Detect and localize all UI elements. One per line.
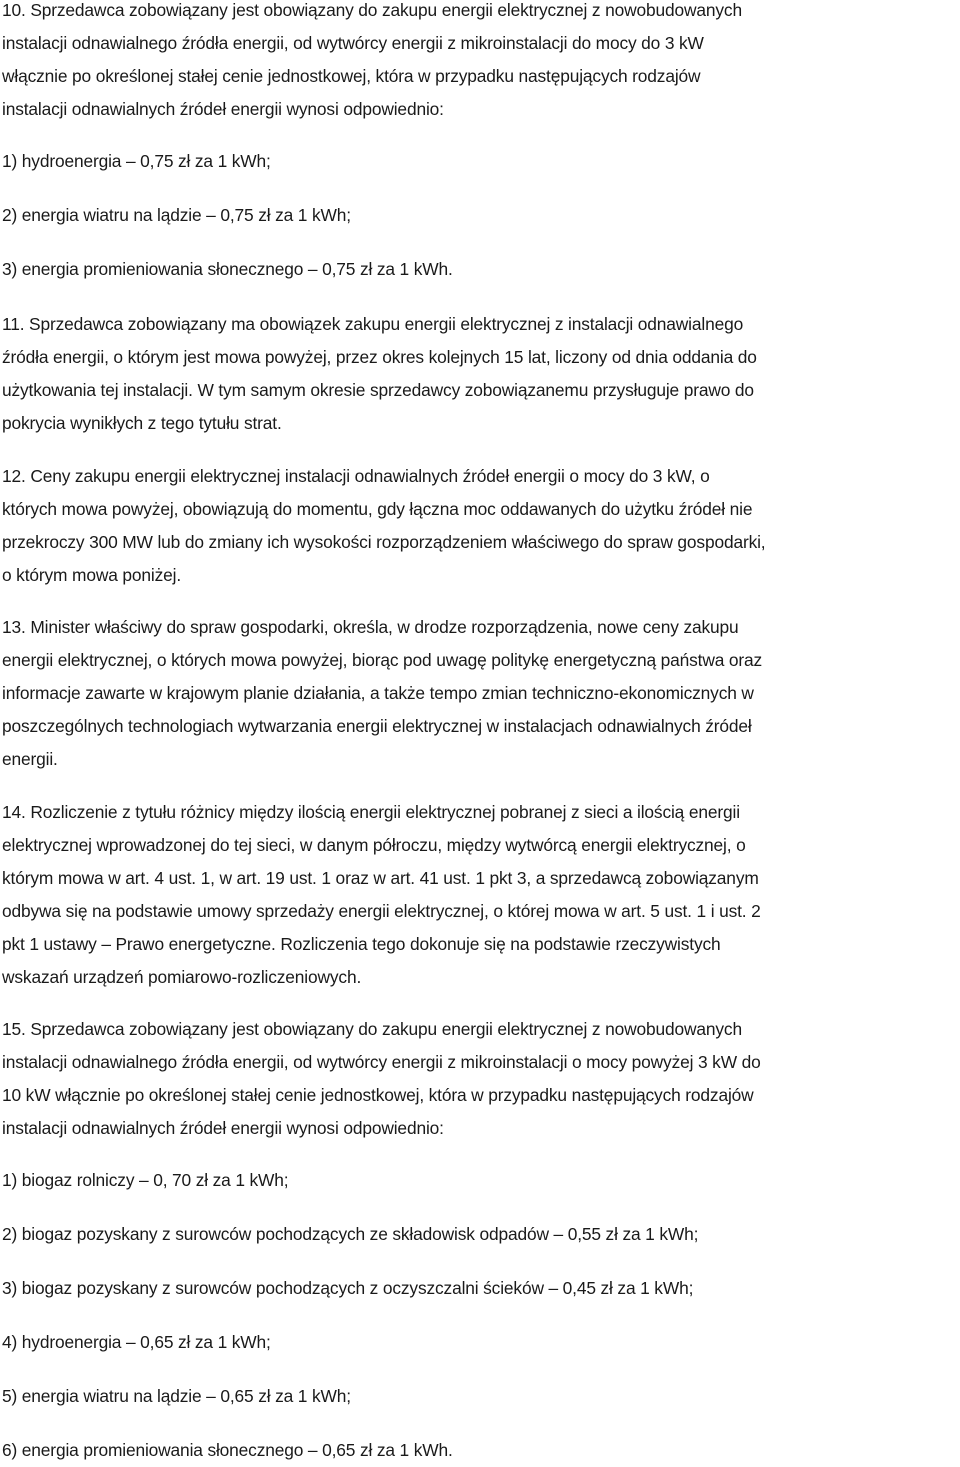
paragraph-line: instalacji odnawialnego źródła energii, od wytwórcy energii z mikroinstalacji do mocy do 3 kW [2, 33, 704, 53]
paragraph-line: źródła energii, o którym jest mowa powyżej, przez okres kolejnych 15 lat, liczony od dnia oddania do [2, 347, 757, 367]
price-item: 4) hydroenergia – 0,65 zł za 1 kWh; [2, 1332, 271, 1352]
paragraph-line: o którym mowa poniżej. [2, 565, 181, 585]
paragraph-line: 14. Rozliczenie z tytułu różnicy między ilością energii elektrycznej pobranej z sieci a ilością energii [2, 802, 740, 822]
price-item: 3) energia promieniowania słonecznego – 0,75 zł za 1 kWh. [2, 259, 453, 279]
paragraph-line: pkt 1 ustawy – Prawo energetyczne. Rozliczenia tego dokonuje się na podstawie rzeczywistych [2, 934, 721, 954]
paragraph-line: włącznie po określonej stałej cenie jednostkowej, która w przypadku następujących rodzajów [2, 66, 701, 86]
price-item: 2) energia wiatru na lądzie – 0,75 zł za 1 kWh; [2, 205, 351, 225]
list-item [2, 1326, 960, 1359]
paragraph-line: poszczególnych technologiach wytwarzania energii elektrycznej w instalacjach odnawialnych źródeł [2, 716, 752, 736]
list-item [2, 1272, 960, 1305]
paragraph-12 [2, 460, 960, 592]
paragraph-line: 12. Ceny zakupu energii elektrycznej instalacji odnawialnych źródeł energii o mocy do 3 kW, o [2, 466, 710, 486]
paragraph-line: 15. Sprzedawca zobowiązany jest obowiązany do zakupu energii elektrycznej z nowobudowanych [2, 1019, 742, 1039]
list-item [2, 1380, 960, 1413]
list-item [2, 1218, 960, 1251]
price-item: 2) biogaz pozyskany z surowców pochodzących ze składowisk odpadów – 0,55 zł za 1 kWh; [2, 1224, 699, 1244]
paragraph-line: przekroczy 300 MW lub do zmiany ich wysokości rozporządzeniem właściwego do spraw gospodarki, [2, 532, 766, 552]
paragraph-line: 13. Minister właściwy do spraw gospodarki, określa, w drodze rozporządzenia, nowe ceny zakupu [2, 617, 739, 637]
paragraph-line: wskazań urządzeń pomiarowo-rozliczeniowych. [2, 967, 362, 987]
price-item: 3) biogaz pozyskany z surowców pochodzących z oczyszczalni ścieków – 0,45 zł za 1 kWh; [2, 1278, 694, 1298]
paragraph-11 [2, 308, 960, 440]
paragraph-line: pokrycia wynikłych z tego tytułu strat. [2, 413, 282, 433]
list-item [2, 1434, 960, 1467]
paragraph-13 [2, 611, 960, 776]
list-item [2, 253, 960, 286]
paragraph-line: instalacji odnawialnego źródła energii, od wytwórcy energii z mikroinstalacji o mocy powyżej 3 kW do [2, 1052, 761, 1072]
list-item [2, 199, 960, 232]
paragraph-line: 10. Sprzedawca zobowiązany jest obowiązany do zakupu energii elektrycznej z nowobudowanych [2, 0, 742, 20]
paragraph-10 [2, 0, 960, 126]
paragraph-line: instalacji odnawialnych źródeł energii wynosi odpowiednio: [2, 99, 444, 119]
paragraph-15 [2, 1013, 960, 1145]
paragraph-line: odbywa się na podstawie umowy sprzedaży energii elektrycznej, o której mowa w art. 5 ust. 1 i ust. 2 [2, 901, 761, 921]
paragraph-line: instalacji odnawialnych źródeł energii wynosi odpowiednio: [2, 1118, 444, 1138]
price-item: 1) biogaz rolniczy – 0, 70 zł za 1 kWh; [2, 1170, 289, 1190]
paragraph-line: użytkowania tej instalacji. W tym samym okresie sprzedawcy zobowiązanemu przysługuje prawo do [2, 380, 754, 400]
price-item: 1) hydroenergia – 0,75 zł za 1 kWh; [2, 151, 271, 171]
paragraph-line: informacje zawarte w krajowym planie działania, a także tempo zmian techniczno-ekonomicznych w [2, 683, 754, 703]
paragraph-14 [2, 796, 960, 994]
paragraph-line: których mowa powyżej, obowiązują do momentu, gdy łączna moc oddawanych do użytku źródeł nie [2, 499, 753, 519]
price-item: 5) energia wiatru na lądzie – 0,65 zł za 1 kWh; [2, 1386, 351, 1406]
list-item [2, 1164, 960, 1197]
list-item [2, 145, 960, 178]
paragraph-line: 10 kW włącznie po określonej stałej cenie jednostkowej, która w przypadku następujących rodzajów [2, 1085, 754, 1105]
paragraph-line: 11. Sprzedawca zobowiązany ma obowiązek zakupu energii elektrycznej z instalacji odnawialnego [2, 314, 744, 334]
paragraph-line: elektrycznej wprowadzonej do tej sieci, w danym półroczu, między wytwórcą energii elektrycznej, o [2, 835, 746, 855]
paragraph-line: którym mowa w art. 4 ust. 1, w art. 19 ust. 1 oraz w art. 41 ust. 1 pkt 3, a sprzedawcą zobowiązanym [2, 868, 759, 888]
paragraph-line: energii elektrycznej, o których mowa powyżej, biorąc pod uwagę politykę energetyczną państwa oraz [2, 650, 763, 670]
paragraph-line: energii. [2, 749, 58, 769]
price-item: 6) energia promieniowania słonecznego – 0,65 zł za 1 kWh. [2, 1440, 453, 1460]
